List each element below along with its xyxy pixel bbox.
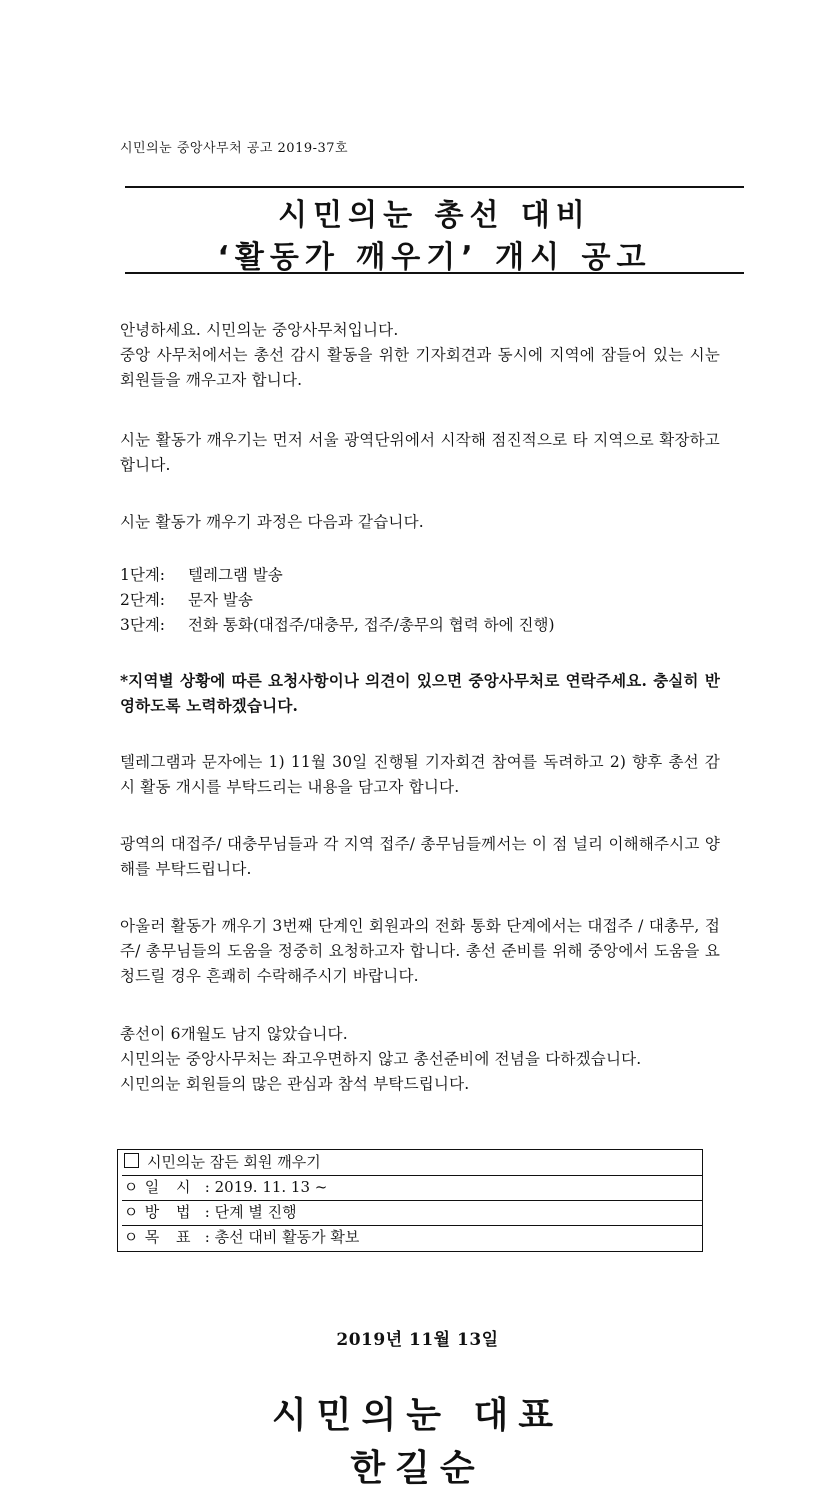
info-heading-row xyxy=(122,1150,702,1176)
closing-line: 시민의눈 중앙사무처는 좌고우면하지 않고 총선준비에 전념을 다하겠습니다. xyxy=(120,1050,642,1068)
title-bottom-rule xyxy=(125,272,744,274)
info-value: : 총선 대비 활동가 확보 xyxy=(204,1228,360,1246)
step-label: 1단계: xyxy=(120,566,166,584)
closing-paragraph xyxy=(120,1022,720,1097)
info-row-date xyxy=(122,1175,702,1201)
paragraph-greeting: 안녕하세요. 시민의눈 중앙사무처입니다. xyxy=(120,321,399,339)
bold-notice xyxy=(120,668,720,718)
step-label: 2단계: xyxy=(120,591,166,609)
step-1 xyxy=(120,563,283,588)
understanding-paragraph: 광역의 대접주/ 대충무님들과 각 지역 접주/ 총무님들께서는 이 점 널리 이해해주시고 양해를 부탁드립니다. xyxy=(120,835,720,878)
document-title-line2: ‘활동가 깨우기’ 개시 공고 xyxy=(217,240,652,275)
info-key: 일 시 xyxy=(144,1178,197,1196)
message-content-paragraph: 텔레그램과 문자에는 1) 11월 30일 진행될 기자회견 참여를 독려하고 2) 향후 총선 감시 활동 개시를 부탁드리는 내용을 담고자 합니다. xyxy=(120,753,720,796)
title-top-rule xyxy=(125,186,744,188)
info-row-goal xyxy=(122,1225,702,1250)
process-intro-paragraph: 시눈 활동가 깨우기 과정은 다음과 같습니다. xyxy=(120,513,424,531)
step-text: 텔레그램 발송 xyxy=(188,566,283,584)
document-title-line1: 시민의눈 총선 대비 xyxy=(278,198,591,233)
notice-number: 시민의눈 중앙사무처 공고 2019-37호 xyxy=(120,141,349,156)
bold-notice-text: *지역별 상황에 따른 요청사항이나 의견이 있으면 중앙사무처로 연락주세요. 충실히 반영하도록 노력하겠습니다. xyxy=(120,671,720,715)
document-date: 2019년 11월 13일 xyxy=(336,1330,499,1350)
bullet-icon: ㅇ xyxy=(123,1178,139,1196)
closing-line: 시민의눈 회원들의 많은 관심과 참석 부탁드립니다. xyxy=(120,1075,470,1093)
info-key: 목 표 xyxy=(144,1228,197,1246)
step-label: 3단계: xyxy=(120,616,166,634)
expansion-paragraph: 시눈 활동가 깨우기는 먼저 서울 광역단위에서 시작해 점진적으로 타 지역으로 확장하고 합니다. xyxy=(120,431,720,474)
info-value: : 단계 별 진행 xyxy=(204,1203,297,1221)
bullet-icon: ㅇ xyxy=(123,1228,139,1246)
signature-name: 한길순 xyxy=(350,1448,485,1489)
bullet-icon: ㅇ xyxy=(123,1203,139,1221)
signature-organization: 시민의눈 대표 xyxy=(271,1395,564,1436)
step-3 xyxy=(120,613,555,638)
checkbox-icon xyxy=(124,1153,139,1168)
info-row-method xyxy=(122,1200,702,1226)
event-info-box xyxy=(117,1149,703,1252)
step-2 xyxy=(120,588,253,613)
step-text: 문자 발송 xyxy=(188,591,253,609)
info-value: : 2019. 11. 13 ~ xyxy=(204,1178,328,1196)
info-heading: 시민의눈 잠든 회원 깨우기 xyxy=(147,1153,321,1171)
cooperation-paragraph: 아울러 활동가 깨우기 3번째 단계인 회원과의 전화 통화 단계에서는 대접주 / 대총무, 접주/ 총무님들의 도움을 정중히 요청하고자 합니다. 총선 준비를 위해 중앙에서 도움을 요청드릴 경우 흔쾌히 수락해주시기 바랍니다. xyxy=(120,917,720,985)
paragraph-intro: 중앙 사무처에서는 총선 감시 활동을 위한 기자회견과 동시에 지역에 잠들어 있는 시눈 회원들을 깨우고자 합니다. xyxy=(120,346,720,389)
step-text: 전화 통화(대접주/대충무, 접주/총무의 협력 하에 진행) xyxy=(188,616,555,634)
closing-line: 총선이 6개월도 남지 않았습니다. xyxy=(120,1025,348,1043)
greeting-paragraph xyxy=(120,318,720,393)
info-key: 방 법 xyxy=(144,1203,197,1221)
